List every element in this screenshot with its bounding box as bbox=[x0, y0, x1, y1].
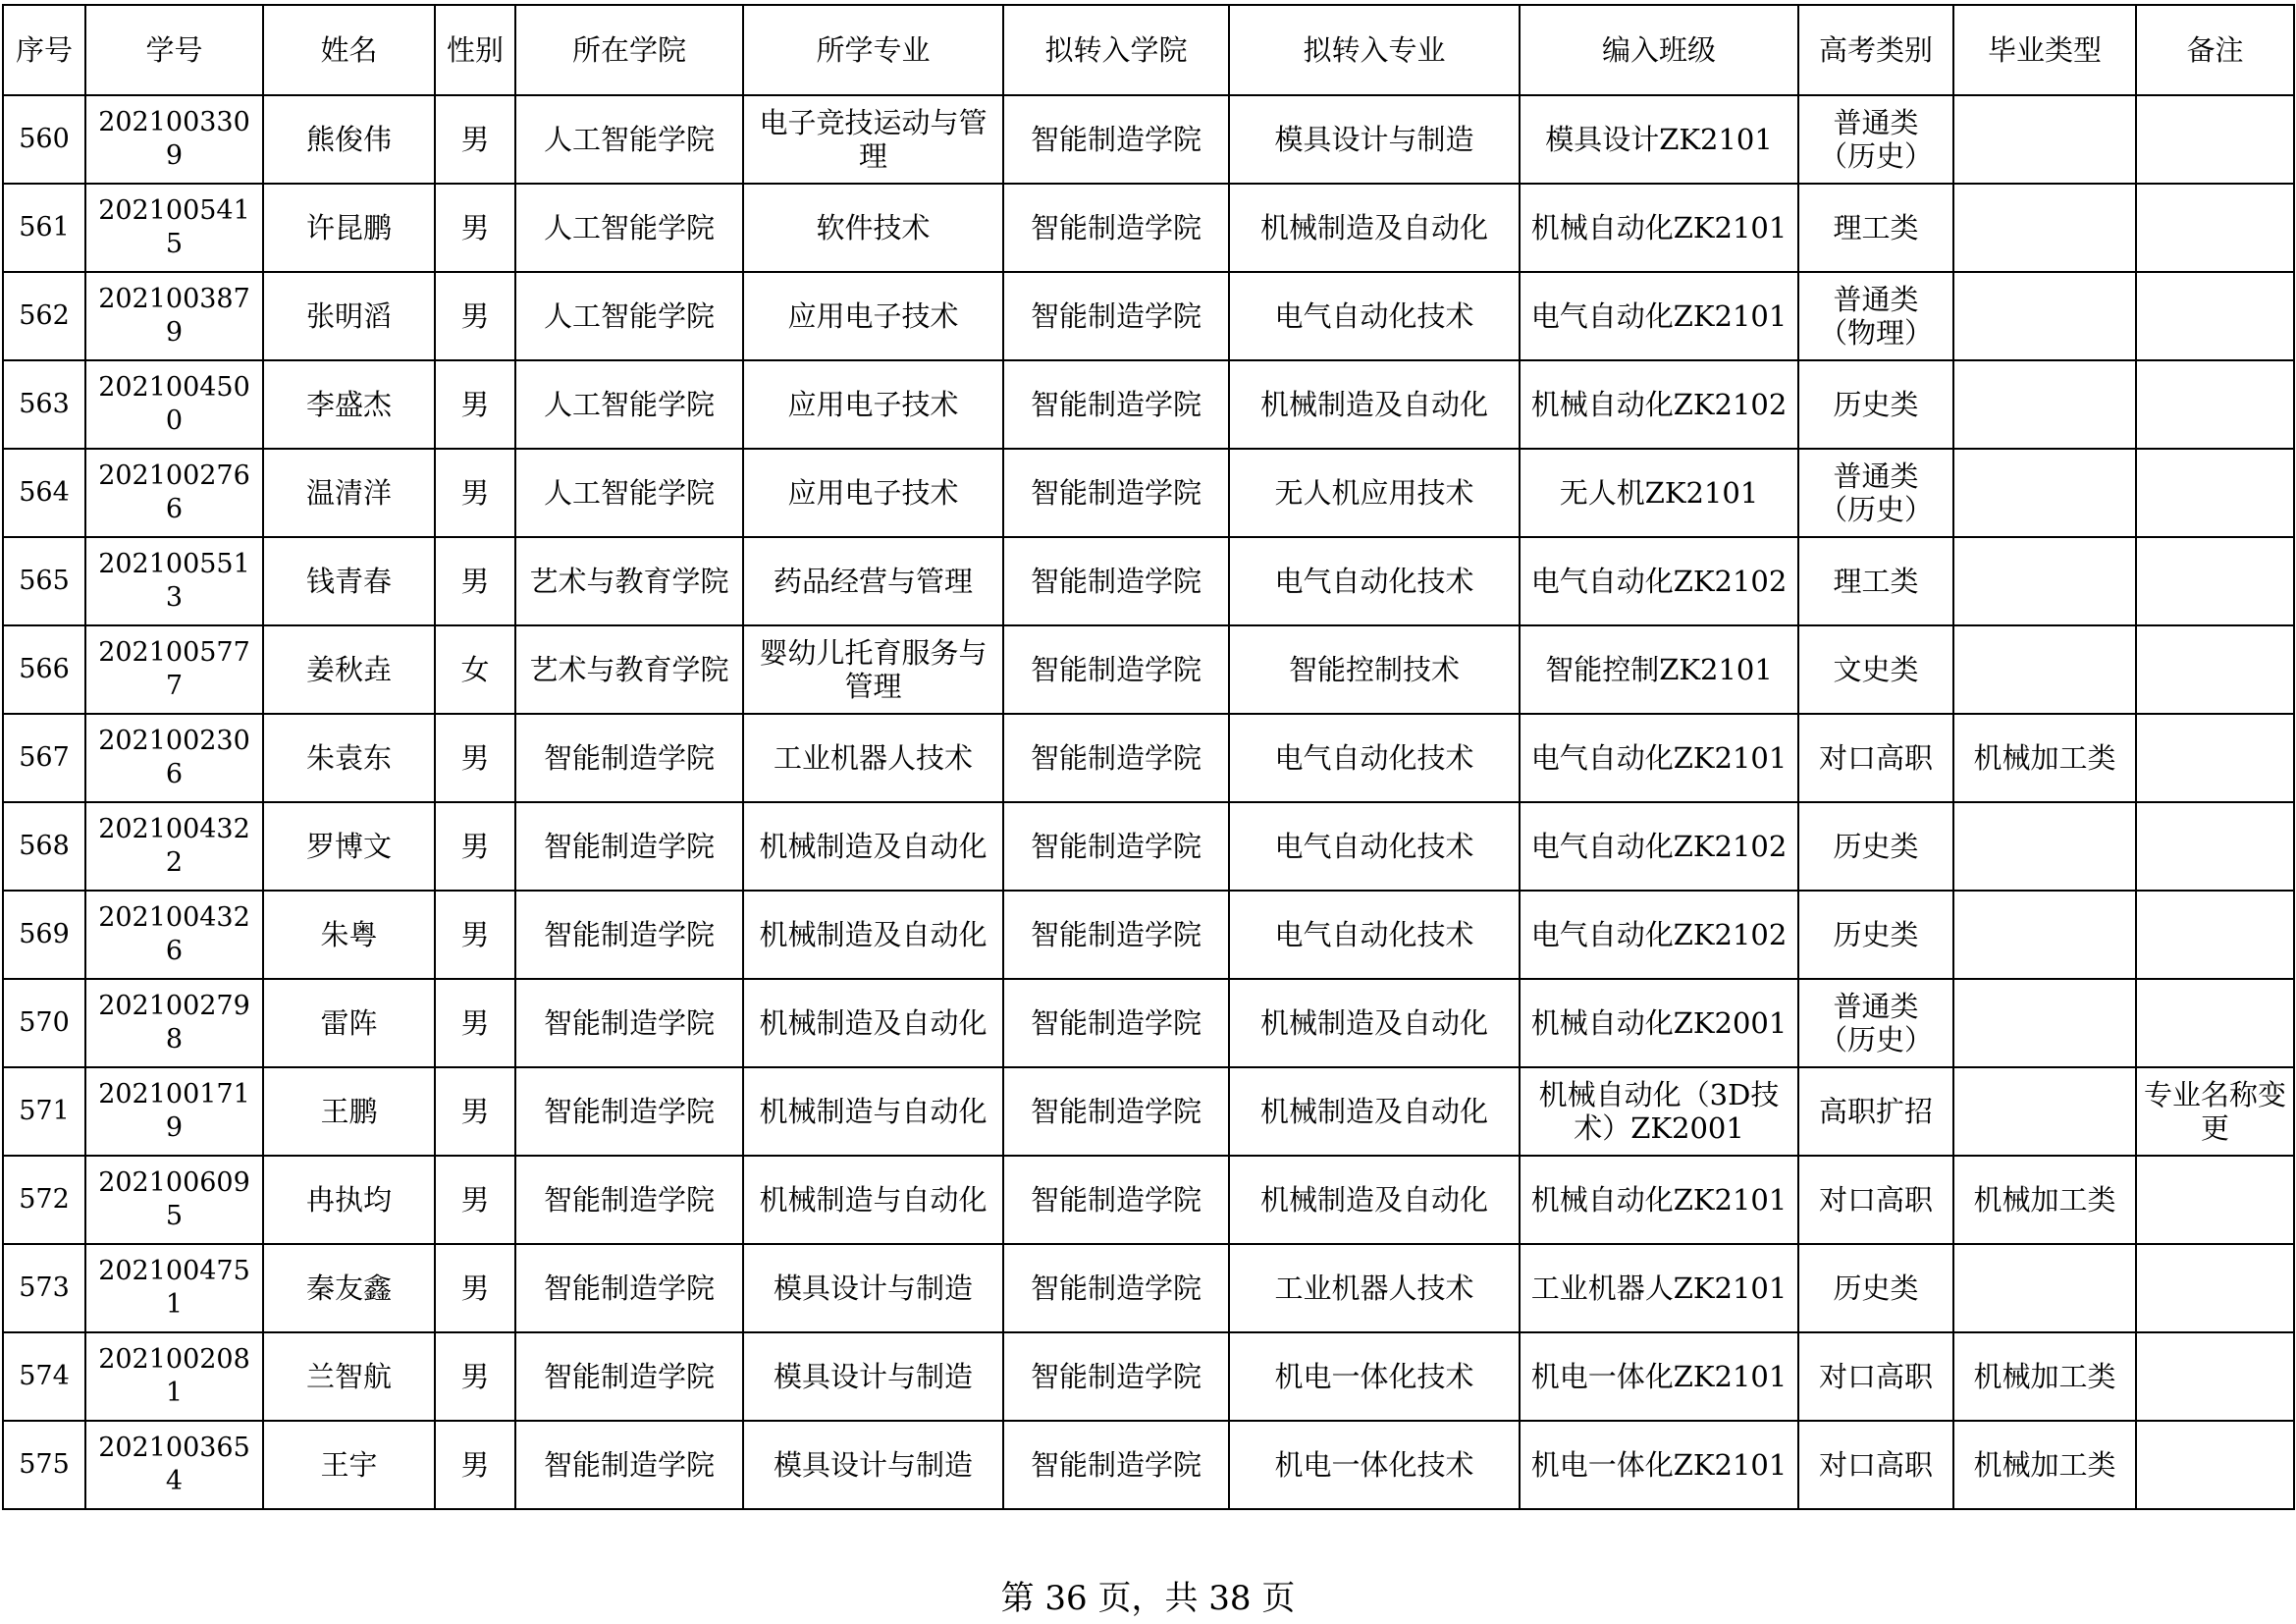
cell-student-id: 2021004751 bbox=[85, 1244, 263, 1332]
cell-exam-category: 普通类（历史） bbox=[1798, 979, 1953, 1067]
cell-gender: 男 bbox=[435, 1156, 515, 1244]
cell-target-college: 智能制造学院 bbox=[1003, 625, 1229, 714]
cell-target-college: 智能制造学院 bbox=[1003, 449, 1229, 537]
cell-current-college: 智能制造学院 bbox=[515, 1156, 743, 1244]
cell-seq-no: 566 bbox=[3, 625, 85, 714]
cell-graduation-type bbox=[1953, 272, 2136, 360]
cell-gender: 男 bbox=[435, 95, 515, 184]
cell-target-college: 智能制造学院 bbox=[1003, 537, 1229, 625]
cell-target-major: 机械制造及自动化 bbox=[1229, 184, 1520, 272]
cell-name: 朱粤 bbox=[263, 891, 435, 979]
cell-exam-category: 理工类 bbox=[1798, 537, 1953, 625]
cell-exam-category: 历史类 bbox=[1798, 891, 1953, 979]
cell-target-major: 机械制造及自动化 bbox=[1229, 360, 1520, 449]
column-header-exam-category: 高考类别 bbox=[1798, 5, 1953, 95]
cell-current-major: 模具设计与制造 bbox=[743, 1244, 1003, 1332]
table-row bbox=[3, 625, 2294, 714]
cell-seq-no: 571 bbox=[3, 1067, 85, 1156]
cell-remarks bbox=[2136, 537, 2294, 625]
cell-current-major: 药品经营与管理 bbox=[743, 537, 1003, 625]
cell-target-college: 智能制造学院 bbox=[1003, 802, 1229, 891]
cell-assigned-class: 机电一体化ZK2101 bbox=[1520, 1421, 1798, 1509]
cell-current-college: 智能制造学院 bbox=[515, 1067, 743, 1156]
column-header-name: 姓名 bbox=[263, 5, 435, 95]
cell-remarks bbox=[2136, 360, 2294, 449]
cell-gender: 男 bbox=[435, 891, 515, 979]
table-row bbox=[3, 891, 2294, 979]
cell-remarks bbox=[2136, 625, 2294, 714]
cell-remarks bbox=[2136, 449, 2294, 537]
cell-gender: 男 bbox=[435, 1421, 515, 1509]
cell-seq-no: 564 bbox=[3, 449, 85, 537]
column-header-remarks: 备注 bbox=[2136, 5, 2294, 95]
transfer-roster-table bbox=[2, 4, 2295, 1510]
cell-target-major: 电气自动化技术 bbox=[1229, 272, 1520, 360]
cell-gender: 男 bbox=[435, 802, 515, 891]
cell-target-major: 电气自动化技术 bbox=[1229, 537, 1520, 625]
cell-gender: 男 bbox=[435, 1244, 515, 1332]
cell-target-major: 机械制造及自动化 bbox=[1229, 1067, 1520, 1156]
cell-assigned-class: 智能控制ZK2101 bbox=[1520, 625, 1798, 714]
cell-graduation-type: 机械加工类 bbox=[1953, 714, 2136, 802]
cell-student-id: 2021001719 bbox=[85, 1067, 263, 1156]
cell-target-college: 智能制造学院 bbox=[1003, 714, 1229, 802]
header-row bbox=[3, 5, 2294, 95]
cell-graduation-type: 机械加工类 bbox=[1953, 1156, 2136, 1244]
cell-gender: 男 bbox=[435, 360, 515, 449]
cell-current-major: 电子竞技运动与管理 bbox=[743, 95, 1003, 184]
cell-target-college: 智能制造学院 bbox=[1003, 1244, 1229, 1332]
cell-student-id: 2021003309 bbox=[85, 95, 263, 184]
cell-gender: 女 bbox=[435, 625, 515, 714]
cell-target-major: 模具设计与制造 bbox=[1229, 95, 1520, 184]
cell-target-college: 智能制造学院 bbox=[1003, 1421, 1229, 1509]
cell-remarks bbox=[2136, 802, 2294, 891]
cell-student-id: 2021004322 bbox=[85, 802, 263, 891]
cell-name: 冉执均 bbox=[263, 1156, 435, 1244]
cell-gender: 男 bbox=[435, 1067, 515, 1156]
cell-graduation-type bbox=[1953, 449, 2136, 537]
cell-name: 姜秋垚 bbox=[263, 625, 435, 714]
cell-graduation-type bbox=[1953, 891, 2136, 979]
cell-name: 张明滔 bbox=[263, 272, 435, 360]
cell-student-id: 2021004500 bbox=[85, 360, 263, 449]
column-header-assigned-class: 编入班级 bbox=[1520, 5, 1798, 95]
cell-assigned-class: 工业机器人ZK2101 bbox=[1520, 1244, 1798, 1332]
cell-exam-category: 普通类（历史） bbox=[1798, 449, 1953, 537]
cell-assigned-class: 电气自动化ZK2102 bbox=[1520, 802, 1798, 891]
cell-target-major: 无人机应用技术 bbox=[1229, 449, 1520, 537]
cell-exam-category: 普通类（物理） bbox=[1798, 272, 1953, 360]
cell-remarks bbox=[2136, 714, 2294, 802]
cell-name: 王鹏 bbox=[263, 1067, 435, 1156]
cell-graduation-type: 机械加工类 bbox=[1953, 1332, 2136, 1421]
cell-student-id: 2021005777 bbox=[85, 625, 263, 714]
cell-current-college: 人工智能学院 bbox=[515, 272, 743, 360]
cell-name: 兰智航 bbox=[263, 1332, 435, 1421]
cell-exam-category: 历史类 bbox=[1798, 1244, 1953, 1332]
cell-current-college: 智能制造学院 bbox=[515, 979, 743, 1067]
cell-name: 熊俊伟 bbox=[263, 95, 435, 184]
cell-student-id: 2021004326 bbox=[85, 891, 263, 979]
cell-current-major: 机械制造与自动化 bbox=[743, 1156, 1003, 1244]
cell-current-major: 机械制造及自动化 bbox=[743, 891, 1003, 979]
cell-current-major: 工业机器人技术 bbox=[743, 714, 1003, 802]
cell-target-college: 智能制造学院 bbox=[1003, 95, 1229, 184]
cell-graduation-type bbox=[1953, 537, 2136, 625]
table-row bbox=[3, 1244, 2294, 1332]
table-row bbox=[3, 1067, 2294, 1156]
cell-exam-category: 对口高职 bbox=[1798, 1421, 1953, 1509]
cell-current-major: 机械制造及自动化 bbox=[743, 979, 1003, 1067]
cell-student-id: 2021003654 bbox=[85, 1421, 263, 1509]
cell-remarks bbox=[2136, 979, 2294, 1067]
column-header-student-id: 学号 bbox=[85, 5, 263, 95]
table-row bbox=[3, 802, 2294, 891]
cell-graduation-type bbox=[1953, 184, 2136, 272]
cell-gender: 男 bbox=[435, 1332, 515, 1421]
cell-student-id: 2021002306 bbox=[85, 714, 263, 802]
cell-exam-category: 对口高职 bbox=[1798, 1332, 1953, 1421]
cell-gender: 男 bbox=[435, 537, 515, 625]
cell-seq-no: 567 bbox=[3, 714, 85, 802]
cell-student-id: 2021002798 bbox=[85, 979, 263, 1067]
cell-remarks bbox=[2136, 184, 2294, 272]
cell-seq-no: 572 bbox=[3, 1156, 85, 1244]
cell-target-major: 机械制造及自动化 bbox=[1229, 1156, 1520, 1244]
table-row bbox=[3, 979, 2294, 1067]
column-header-current-college: 所在学院 bbox=[515, 5, 743, 95]
cell-name: 王宇 bbox=[263, 1421, 435, 1509]
cell-current-major: 机械制造及自动化 bbox=[743, 802, 1003, 891]
cell-name: 李盛杰 bbox=[263, 360, 435, 449]
cell-current-college: 人工智能学院 bbox=[515, 360, 743, 449]
cell-assigned-class: 机械自动化ZK2101 bbox=[1520, 1156, 1798, 1244]
cell-assigned-class: 机械自动化ZK2001 bbox=[1520, 979, 1798, 1067]
cell-current-major: 模具设计与制造 bbox=[743, 1332, 1003, 1421]
cell-graduation-type bbox=[1953, 802, 2136, 891]
cell-target-major: 电气自动化技术 bbox=[1229, 802, 1520, 891]
table-row bbox=[3, 1332, 2294, 1421]
table-row bbox=[3, 537, 2294, 625]
column-header-current-major: 所学专业 bbox=[743, 5, 1003, 95]
cell-assigned-class: 机械自动化ZK2102 bbox=[1520, 360, 1798, 449]
cell-current-college: 智能制造学院 bbox=[515, 1332, 743, 1421]
table-row bbox=[3, 449, 2294, 537]
cell-exam-category: 文史类 bbox=[1798, 625, 1953, 714]
cell-exam-category: 历史类 bbox=[1798, 802, 1953, 891]
cell-exam-category: 对口高职 bbox=[1798, 714, 1953, 802]
cell-target-major: 电气自动化技术 bbox=[1229, 891, 1520, 979]
cell-graduation-type bbox=[1953, 1067, 2136, 1156]
cell-seq-no: 565 bbox=[3, 537, 85, 625]
cell-assigned-class: 电气自动化ZK2102 bbox=[1520, 537, 1798, 625]
cell-graduation-type: 机械加工类 bbox=[1953, 1421, 2136, 1509]
cell-exam-category: 高职扩招 bbox=[1798, 1067, 1953, 1156]
cell-target-college: 智能制造学院 bbox=[1003, 272, 1229, 360]
cell-assigned-class: 模具设计ZK2101 bbox=[1520, 95, 1798, 184]
column-header-graduation-type: 毕业类型 bbox=[1953, 5, 2136, 95]
cell-remarks bbox=[2136, 272, 2294, 360]
cell-student-id: 2021005513 bbox=[85, 537, 263, 625]
cell-target-college: 智能制造学院 bbox=[1003, 184, 1229, 272]
cell-target-college: 智能制造学院 bbox=[1003, 979, 1229, 1067]
cell-seq-no: 569 bbox=[3, 891, 85, 979]
cell-gender: 男 bbox=[435, 979, 515, 1067]
cell-student-id: 2021002766 bbox=[85, 449, 263, 537]
table-row bbox=[3, 1156, 2294, 1244]
cell-target-college: 智能制造学院 bbox=[1003, 1067, 1229, 1156]
cell-current-major: 婴幼儿托育服务与管理 bbox=[743, 625, 1003, 714]
cell-remarks: 专业名称变更 bbox=[2136, 1067, 2294, 1156]
table-row bbox=[3, 1421, 2294, 1509]
cell-name: 罗博文 bbox=[263, 802, 435, 891]
cell-current-college: 智能制造学院 bbox=[515, 802, 743, 891]
cell-remarks bbox=[2136, 95, 2294, 184]
cell-exam-category: 历史类 bbox=[1798, 360, 1953, 449]
cell-graduation-type bbox=[1953, 95, 2136, 184]
cell-target-major: 智能控制技术 bbox=[1229, 625, 1520, 714]
cell-assigned-class: 无人机ZK2101 bbox=[1520, 449, 1798, 537]
cell-target-major: 机电一体化技术 bbox=[1229, 1421, 1520, 1509]
cell-seq-no: 570 bbox=[3, 979, 85, 1067]
cell-name: 温清洋 bbox=[263, 449, 435, 537]
table-row bbox=[3, 360, 2294, 449]
cell-seq-no: 562 bbox=[3, 272, 85, 360]
cell-seq-no: 574 bbox=[3, 1332, 85, 1421]
cell-current-college: 人工智能学院 bbox=[515, 95, 743, 184]
table-row bbox=[3, 272, 2294, 360]
table-row bbox=[3, 184, 2294, 272]
cell-gender: 男 bbox=[435, 449, 515, 537]
cell-current-major: 应用电子技术 bbox=[743, 360, 1003, 449]
cell-current-college: 艺术与教育学院 bbox=[515, 625, 743, 714]
cell-seq-no: 568 bbox=[3, 802, 85, 891]
cell-assigned-class: 机电一体化ZK2101 bbox=[1520, 1332, 1798, 1421]
cell-target-college: 智能制造学院 bbox=[1003, 891, 1229, 979]
cell-current-college: 智能制造学院 bbox=[515, 891, 743, 979]
cell-current-college: 人工智能学院 bbox=[515, 184, 743, 272]
cell-seq-no: 563 bbox=[3, 360, 85, 449]
cell-exam-category: 普通类（历史） bbox=[1798, 95, 1953, 184]
cell-current-major: 软件技术 bbox=[743, 184, 1003, 272]
cell-remarks bbox=[2136, 1156, 2294, 1244]
cell-current-major: 应用电子技术 bbox=[743, 449, 1003, 537]
cell-target-major: 工业机器人技术 bbox=[1229, 1244, 1520, 1332]
cell-graduation-type bbox=[1953, 360, 2136, 449]
cell-seq-no: 561 bbox=[3, 184, 85, 272]
column-header-target-college: 拟转入学院 bbox=[1003, 5, 1229, 95]
table-row bbox=[3, 95, 2294, 184]
cell-name: 朱袁东 bbox=[263, 714, 435, 802]
cell-target-major: 电气自动化技术 bbox=[1229, 714, 1520, 802]
cell-target-college: 智能制造学院 bbox=[1003, 1332, 1229, 1421]
cell-gender: 男 bbox=[435, 272, 515, 360]
cell-name: 钱青春 bbox=[263, 537, 435, 625]
cell-current-major: 机械制造与自动化 bbox=[743, 1067, 1003, 1156]
cell-assigned-class: 电气自动化ZK2101 bbox=[1520, 272, 1798, 360]
cell-student-id: 2021003879 bbox=[85, 272, 263, 360]
cell-remarks bbox=[2136, 1421, 2294, 1509]
cell-target-major: 机电一体化技术 bbox=[1229, 1332, 1520, 1421]
table-body bbox=[3, 95, 2294, 1509]
cell-name: 许昆鹏 bbox=[263, 184, 435, 272]
cell-current-major: 模具设计与制造 bbox=[743, 1421, 1003, 1509]
cell-name: 秦友鑫 bbox=[263, 1244, 435, 1332]
cell-graduation-type bbox=[1953, 625, 2136, 714]
cell-target-major: 机械制造及自动化 bbox=[1229, 979, 1520, 1067]
cell-target-college: 智能制造学院 bbox=[1003, 360, 1229, 449]
cell-target-college: 智能制造学院 bbox=[1003, 1156, 1229, 1244]
column-header-target-major: 拟转入专业 bbox=[1229, 5, 1520, 95]
cell-remarks bbox=[2136, 891, 2294, 979]
cell-current-major: 应用电子技术 bbox=[743, 272, 1003, 360]
cell-seq-no: 573 bbox=[3, 1244, 85, 1332]
cell-exam-category: 理工类 bbox=[1798, 184, 1953, 272]
column-header-seq-no: 序号 bbox=[3, 5, 85, 95]
cell-remarks bbox=[2136, 1244, 2294, 1332]
cell-current-college: 艺术与教育学院 bbox=[515, 537, 743, 625]
table-header bbox=[3, 5, 2294, 95]
cell-graduation-type bbox=[1953, 1244, 2136, 1332]
cell-name: 雷阵 bbox=[263, 979, 435, 1067]
cell-student-id: 2021005415 bbox=[85, 184, 263, 272]
cell-gender: 男 bbox=[435, 184, 515, 272]
cell-student-id: 2021006095 bbox=[85, 1156, 263, 1244]
cell-graduation-type bbox=[1953, 979, 2136, 1067]
cell-seq-no: 560 bbox=[3, 95, 85, 184]
page-number: 第 36 页，共 38 页 bbox=[1000, 1579, 1296, 1618]
cell-gender: 男 bbox=[435, 714, 515, 802]
cell-current-college: 智能制造学院 bbox=[515, 1421, 743, 1509]
cell-seq-no: 575 bbox=[3, 1421, 85, 1509]
cell-student-id: 2021002081 bbox=[85, 1332, 263, 1421]
cell-current-college: 智能制造学院 bbox=[515, 1244, 743, 1332]
cell-assigned-class: 机械自动化（3D技术）ZK2001 bbox=[1520, 1067, 1798, 1156]
cell-remarks bbox=[2136, 1332, 2294, 1421]
cell-exam-category: 对口高职 bbox=[1798, 1156, 1953, 1244]
column-header-gender: 性别 bbox=[435, 5, 515, 95]
table-row bbox=[3, 714, 2294, 802]
cell-current-college: 智能制造学院 bbox=[515, 714, 743, 802]
cell-assigned-class: 机械自动化ZK2101 bbox=[1520, 184, 1798, 272]
cell-assigned-class: 电气自动化ZK2102 bbox=[1520, 891, 1798, 979]
cell-current-college: 人工智能学院 bbox=[515, 449, 743, 537]
cell-assigned-class: 电气自动化ZK2101 bbox=[1520, 714, 1798, 802]
